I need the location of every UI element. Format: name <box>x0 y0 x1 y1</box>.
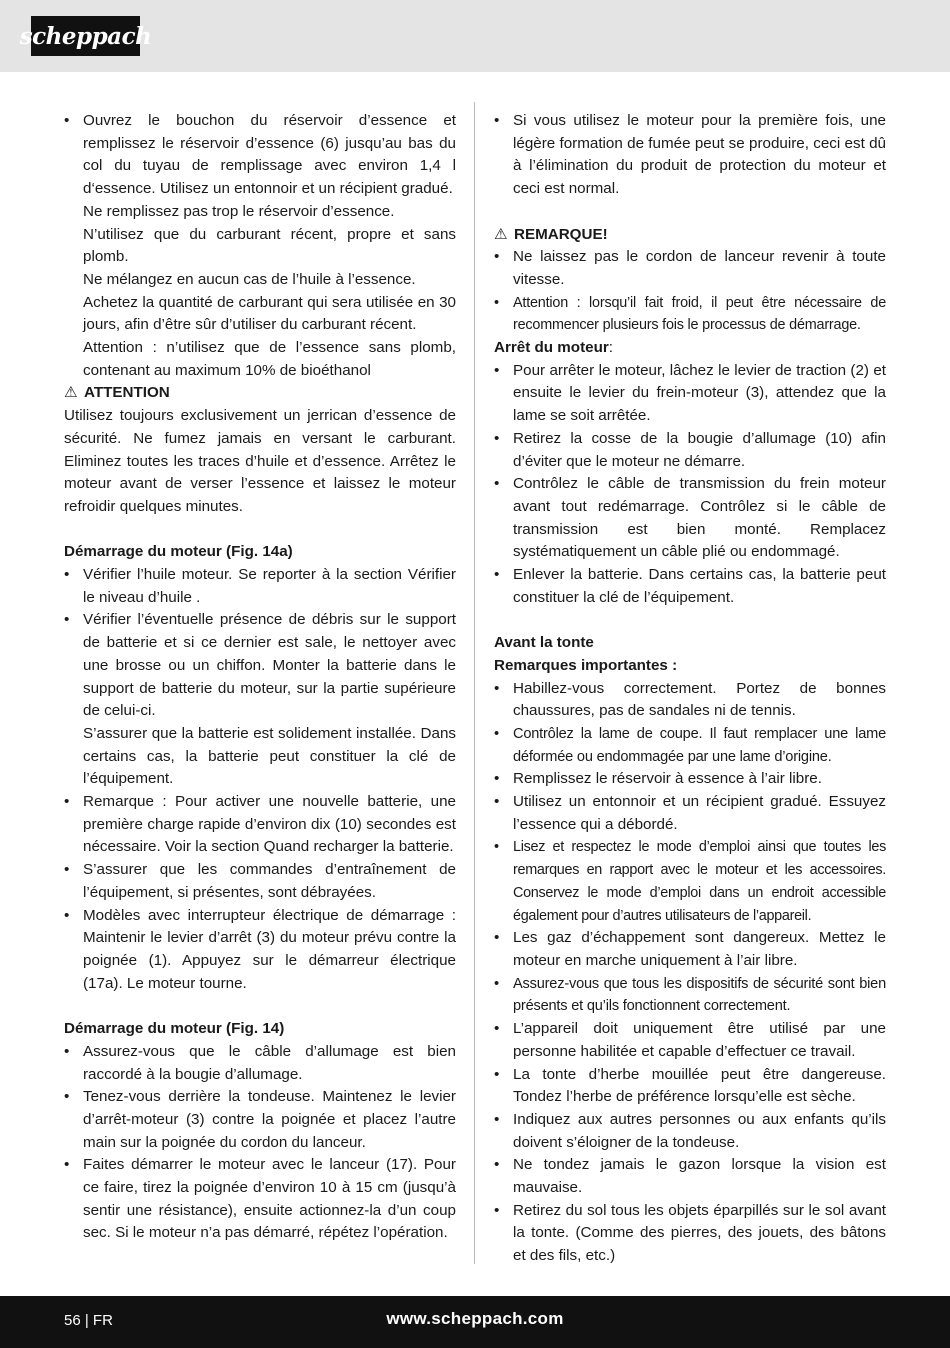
page-header <box>0 0 950 72</box>
list-item: • Indiquez aux autres personnes ou aux enfants qu’ils doivent s’éloigner de la tondeuse. <box>494 1110 886 1151</box>
bullet-icon: • <box>494 112 500 129</box>
bullet-icon: • <box>494 1065 500 1083</box>
bullet-icon: • <box>64 112 70 129</box>
list-item: • Utilisez un entonnoir et un récipient gradué. Essuyez l’essence qui a débordé. <box>494 793 886 833</box>
list-item: • Attention : lorsqu’il fait froid, il peut être nécessaire de recommencer plusieurs fois le processus de démarrage. <box>494 292 886 337</box>
bullet-icon: • <box>494 475 500 493</box>
section-heading-start-14a: Démarrage du moteur (Fig. 14a) <box>64 543 293 561</box>
bullet-icon: • <box>494 1201 500 1219</box>
list-item: • Tenez-vous derrière la tondeuse. Maintenez le levier d’arrêt-moteur (3) contre la poignée et placez l’autre main sur la poignée du cordon du lanceur. <box>64 1088 456 1151</box>
bullet-icon: • <box>494 1110 500 1128</box>
list-item: • Retirez la cosse de la bougie d’allumage (10) afin d’éviter que le moteur ne démarre. <box>494 429 886 470</box>
bullet-icon: • <box>494 839 499 856</box>
list-item-continuation: Attention : n’utilisez que de l’essence sans plomb, contenant au maximum 10% de bioéthanol <box>83 339 456 379</box>
remarque-heading: ⚠ REMARQUE! <box>494 224 886 247</box>
list-item: • Faites démarrer le moteur avec le lanceur (17). Pour ce faire, tirez la poignée d’environ 10 à 15 cm (jusqu’à sentir une résistance), ensuite actionnez-la d’un coup sec. Si le moteur n’a pas démarré, répétez l’opération. <box>64 1156 456 1242</box>
left-column <box>64 110 456 1245</box>
page-footer <box>0 1296 950 1348</box>
bullet-icon: • <box>64 906 70 924</box>
list-item: • Assurez-vous que tous les dispositifs de sécurité sont bien présents et qu’ils fonctionnent correctement. <box>494 973 886 1018</box>
bullet-icon: • <box>64 566 70 584</box>
list-item: • Ne laissez pas le cordon de lanceur revenir à toute vitesse. <box>494 248 886 288</box>
list-item-continuation: Ne remplissez pas trop le réservoir d’essence. <box>83 202 395 220</box>
bullet-icon: • <box>494 566 500 584</box>
list-item: • Retirez du sol tous les objets éparpillés sur le sol avant la tonte. (Comme des pierres, des jouets, des bâtons et des fils, etc.) <box>494 1201 886 1265</box>
bullet-icon: • <box>64 1042 70 1060</box>
bullet-icon: • <box>64 611 70 629</box>
list-item: • Si vous utilisez le moteur pour la première fois, une légère formation de fumée peut se produire, ceci est dû à l’élimination du produit de protection du moteur et ceci est normal. <box>494 112 886 198</box>
bullet-icon: • <box>494 725 499 742</box>
bullet-icon: • <box>64 793 70 811</box>
bullet-icon: • <box>494 975 499 992</box>
list-item: • Contrôlez le câble de transmission du frein moteur avant tout redémarrage. Contrôlez si le câble de transmission est bien monté. Remplacez systématiquement un câble plié ou endommagé. <box>494 475 886 561</box>
warning-icon: ⚠ <box>494 225 508 243</box>
page-number: 56 | FR <box>64 1312 113 1329</box>
list-item-continuation: Achetez la quantité de carburant qui sera utilisée en 30 jours, afin d’être sûr d’utiliser du carburant récent. <box>83 293 456 334</box>
bullet-icon: • <box>64 1088 70 1106</box>
list-item: • Contrôlez la lame de coupe. Il faut remplacer une lame déformée ou endommagée par une lame d’origine. <box>494 723 886 768</box>
list-item: • Assurez-vous que le câble d’allumage est bien raccordé à la bougie d’allumage. <box>64 1042 456 1083</box>
bullet-icon: • <box>494 248 500 266</box>
list-item: • S’assurer que les commandes d’entraînement de l’équipement, si présentes, sont débrayées. <box>64 861 456 901</box>
list-item: • Ouvrez le bouchon du réservoir d’essence et remplissez le réservoir d’essence (6) jusqu’au bas du col du tuyau de remplissage avec environ 1,4 l d‘essence. Utilisez un entonnoir et un récipient gradué. <box>64 112 456 198</box>
section-heading-important-notes: Remarques importantes : <box>494 656 678 674</box>
right-column <box>494 110 886 1268</box>
section-heading-before-mowing: Avant la tonte <box>494 634 594 652</box>
bullet-icon: • <box>494 770 500 788</box>
column-divider <box>474 102 475 1264</box>
bullet-icon: • <box>64 1156 70 1174</box>
bullet-icon: • <box>494 679 500 697</box>
list-item: • Modèles avec interrupteur électrique de démarrage : Maintenir le levier d’arrêt (3) du moteur prévu contre la poignée (1). Appuyez sur le démarreur électrique (17a). Le moteur tourne. <box>64 906 456 992</box>
bullet-icon: • <box>494 1156 500 1174</box>
website-url: www.scheppach.com <box>386 1309 564 1328</box>
list-item: • Remarque : Pour activer une nouvelle batterie, une première charge rapide d’environ dix (10) secondes est nécessaire. Voir la section Quand recharger la batterie. <box>64 793 456 856</box>
bullet-icon: • <box>64 861 70 879</box>
stop-heading: Arrêt du moteur: <box>494 339 613 357</box>
list-item-continuation: S’assurer que la batterie est solidement installée. Dans certains cas, la batterie peut constituer la clé de l’équipement. <box>83 724 456 788</box>
list-item: • Vérifier l’huile moteur. Se reporter à la section Vérifier le niveau d’huile . <box>64 566 456 606</box>
list-item: • Enlever la batterie. Dans certains cas, la batterie peut constituer la clé de l’équipement. <box>494 566 886 606</box>
list-item: • Vérifier l’éventuelle présence de débris sur le support de batterie et si ce dernier est sale, le nettoyer avec une brosse ou un chiffon. Monter la batterie dans le support de batterie du moteur, sur la partie supérieure de celui-ci. <box>64 611 456 720</box>
list-item: • Habillez-vous correctement. Portez de bonnes chaussures, pas de sandales ni de tennis. <box>494 679 886 720</box>
list-item: • L’appareil doit uniquement être utilisé par une personne habilitée et capable d’effectuer ce travail. <box>494 1020 886 1060</box>
list-item: • Ne tondez jamais le gazon lorsque la vision est mauvaise. <box>494 1156 886 1197</box>
bullet-icon: • <box>494 361 500 379</box>
list-item-continuation: N’utilisez que du carburant récent, propre et sans plomb. <box>83 225 456 266</box>
list-item: • Lisez et respectez le mode d’emploi ainsi que toutes les remarques en rapport avec le moteur et les accessoires. Conservez le mode d’emploi dans un endroit accessible également pour d’autres utilisateurs de l’appareil. <box>494 836 886 927</box>
list-item: • La tonte d’herbe mouillée peut être dangereuse. Tondez l’herbe de préférence lorsqu’elle est sèche. <box>494 1065 886 1106</box>
bullet-icon: • <box>494 429 500 447</box>
bullet-icon: • <box>494 294 499 311</box>
brand-logo: scheppach <box>31 16 140 56</box>
list-item: • Pour arrêter le moteur, lâchez le levier de traction (2) et ensuite le levier du frein-moteur (3), attendez que la lame se soit arrêtée. <box>494 361 886 425</box>
list-item: • Remplissez le réservoir à essence à l’air libre. <box>494 768 886 791</box>
section-heading-start-14: Démarrage du moteur (Fig. 14) <box>64 1020 285 1038</box>
bullet-icon: • <box>494 1020 500 1038</box>
bullet-icon: • <box>494 793 500 811</box>
warning-icon: ⚠ <box>64 384 78 402</box>
list-item-continuation: Ne mélangez en aucun cas de l’huile à l’essence. <box>83 270 416 288</box>
attention-text: Utilisez toujours exclusivement un jerrican d’essence de sécurité. Ne fumez jamais en versant le carburant. Eliminez toutes les traces d’huile et d’essence. Arrêtez le moteur avant de verser l’essence et laissez le moteur refroidir quelques minutes. <box>64 407 456 515</box>
list-item: • Les gaz d’échappement sont dangereux. Mettez le moteur en marche uniquement à l’air libre. <box>494 929 886 969</box>
attention-heading: ⚠ ATTENTION <box>64 382 456 405</box>
bullet-icon: • <box>494 929 500 947</box>
